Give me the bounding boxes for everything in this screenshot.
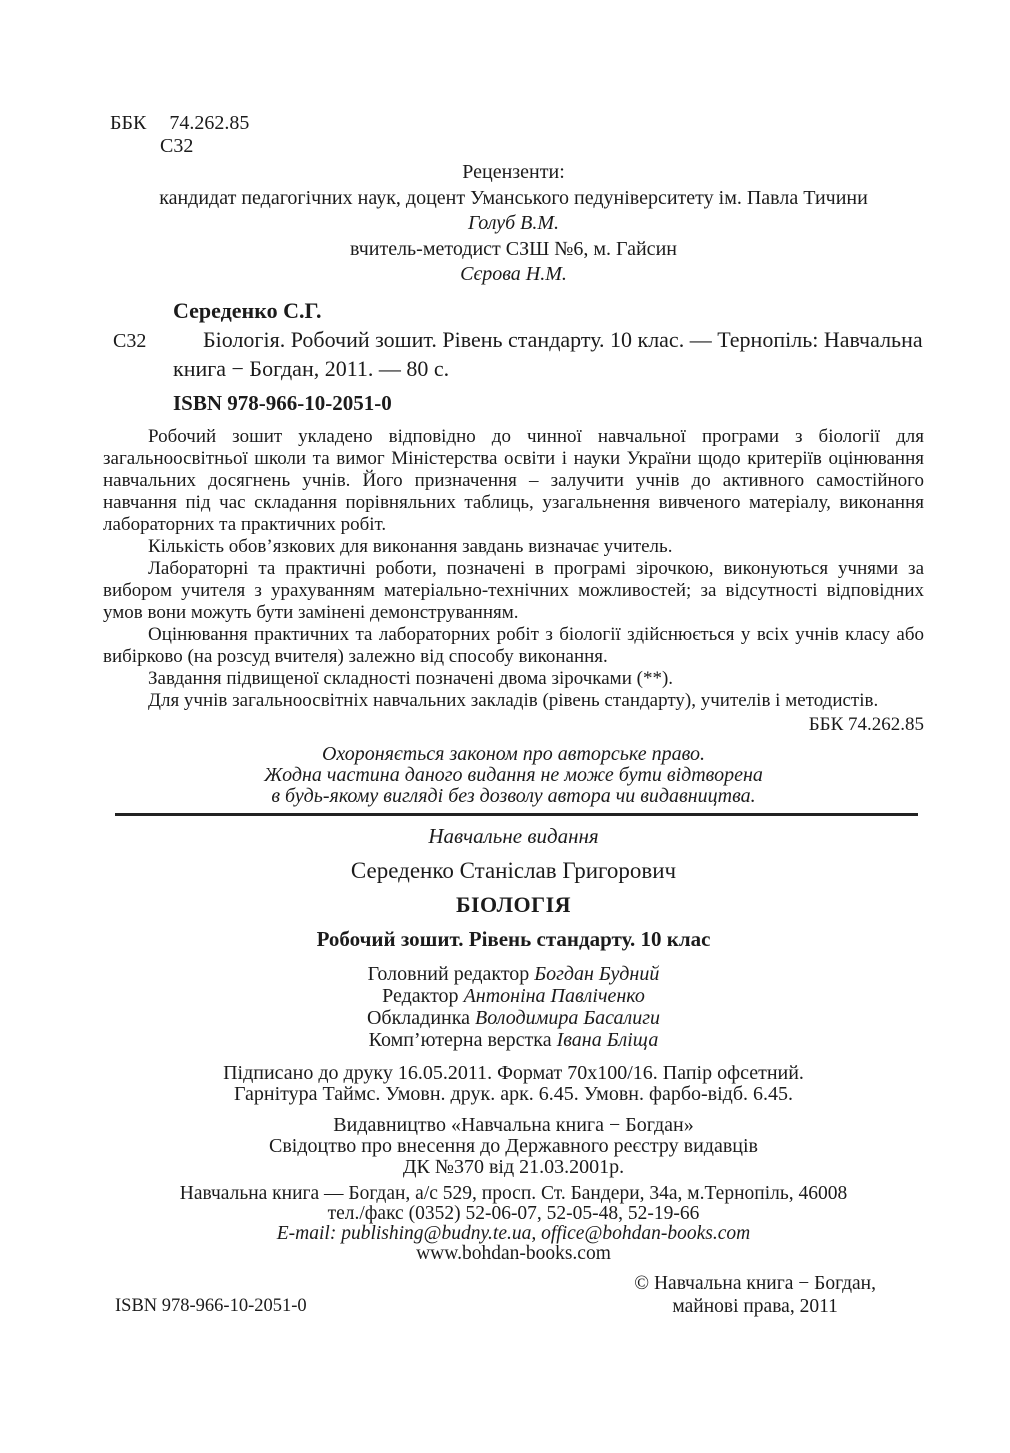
reviewer-2-description: вчитель-методист СЗШ №6, м. Гайсин	[350, 237, 677, 260]
print-details	[103, 1063, 924, 1105]
divider-rule	[115, 813, 918, 816]
email-line: E-mail: publishing@budny.te.ua, office@bohdan-books.com	[276, 1222, 751, 1244]
bbk-label: ББК	[110, 112, 147, 134]
citation-author: Середенко С.Г.	[173, 297, 322, 323]
staff-name: Антоніна Павліченко	[463, 984, 645, 1007]
staff-role: Комп’ютерна верстка	[368, 1028, 552, 1051]
annotation-paragraph: Лабораторні та практичні роботи, позначені в програмі зірочкою, виконуються учнями за вибором учителя з урахуванням матеріально-технічних можливостей; за відсутності відповідних умов вони можуть бути замінені демонструванням.	[103, 557, 924, 623]
isbn-footer: ISBN 978-966-10-2051-0	[115, 1295, 307, 1316]
reviewers-block	[103, 160, 924, 288]
reviewer-1-name: Голуб В.М.	[467, 212, 560, 234]
copyright-law-notice	[103, 744, 924, 807]
bbk-number: 74.262.85	[169, 112, 250, 134]
annotation-paragraph: Робочий зошит укладено відповідно до чинної навчальної програми з біології для загальноосвітньої школи та вимог Міністерства освіти і науки України щодо критеріїв оцінювання навчальних досягнень учнів. Його призначення – залучити учнів до активного самостійного навчання під час складання порівняльних таблиць, узагальнення вивченого матеріалу, виконання лабораторних та практичних робіт.	[103, 425, 924, 535]
copyright-statement	[634, 1272, 876, 1318]
publisher-line: Видавництво «Навчальна книга − Богдан»	[333, 1113, 694, 1136]
author-code-citation: С32	[113, 329, 147, 352]
staff-credits	[103, 963, 924, 1051]
staff-line	[103, 985, 924, 1007]
staff-role: Головний редактор	[367, 962, 530, 985]
annotation-paragraph: Завдання підвищеної складності позначені двома зірочками (**).	[148, 667, 674, 689]
legal-line: Охороняється законом про авторське право.	[321, 742, 706, 765]
staff-line	[103, 1007, 924, 1029]
book-title: БІОЛОГІЯ	[455, 891, 572, 917]
staff-role: Обкладинка	[366, 1006, 471, 1029]
staff-role: Редактор	[382, 984, 459, 1007]
reviewer-1-description: кандидат педагогічних наук, доцент Уманського педуніверситету ім. Павла Тичини	[159, 186, 868, 209]
legal-line: в будь-якому вигляді без дозволу автора чи видавництва.	[271, 784, 756, 807]
publisher-line: Свідоцтво про внесення до Державного реєстру видавців	[269, 1134, 758, 1157]
annotation-paragraph: Оцінювання практичних та лабораторних робіт з біології здійснюється у всіх учнів класу або вибірково (на розсуд вчителя) залежно від способу виконання.	[103, 623, 924, 667]
staff-line	[103, 963, 924, 985]
edition-type: Навчальне видання	[428, 823, 599, 848]
book-subtitle: Робочий зошит. Рівень стандарту. 10 клас	[316, 926, 711, 951]
annotation-paragraph: Кількість обов’язкових для виконання завдань визначає учитель.	[148, 535, 673, 557]
isbn-citation: ISBN 978-966-10-2051-0	[173, 390, 392, 415]
footer	[103, 1272, 924, 1318]
reviewer-2-name: Сєрова Н.М.	[460, 263, 567, 285]
print-line: Гарнітура Таймс. Умовн. друк. арк. 6.45. Умовн. фарбо-відб. 6.45.	[233, 1082, 794, 1105]
edition-author: Середенко Станіслав Григорович	[350, 857, 677, 883]
copyright-line: майнові права, 2011	[672, 1295, 838, 1317]
author-code-top: С32	[160, 135, 194, 157]
staff-line	[103, 1029, 924, 1051]
address-line: Навчальна книга — Богдан, а/с 529, просп. Ст. Бандери, 34а, м.Тернопіль, 46008	[179, 1182, 848, 1204]
annotation-block	[103, 426, 924, 712]
staff-name: Івана Бліща	[556, 1028, 659, 1051]
reviewers-heading: Рецензенти:	[462, 161, 565, 183]
cataloging-block	[113, 296, 924, 418]
staff-name: Володимира Басалиги	[475, 1006, 661, 1029]
copyright-line: © Навчальна книга − Богдан,	[634, 1272, 876, 1294]
phone-line: тел./факс (0352) 52-06-07, 52-05-48, 52-19-66	[327, 1202, 700, 1224]
staff-name: Богдан Будний	[534, 962, 660, 985]
publisher-details	[103, 1115, 924, 1178]
publisher-line: ДК №370 від 21.03.2001р.	[402, 1155, 625, 1178]
annotation-paragraph: Для учнів загальноосвітніх навчальних закладів (рівень стандарту), учителів і методистів.	[148, 689, 879, 711]
citation-text: Біологія. Робочий зошит. Рівень стандарту. 10 клас. — Тернопіль: Навчальна книга − Богдан, 2011. — 80 с.	[173, 326, 923, 381]
website-line: www.bohdan-books.com	[416, 1242, 611, 1264]
publisher-address	[103, 1184, 924, 1264]
bbk-block	[103, 112, 924, 158]
bbk-number-right: ББК 74.262.85	[808, 713, 924, 735]
bbk-line	[103, 112, 924, 135]
print-line: Підписано до друку 16.05.2011. Формат 70х100/16. Папір офсетний.	[223, 1061, 804, 1084]
legal-line: Жодна частина даного видання не може бути відтворена	[264, 763, 763, 786]
